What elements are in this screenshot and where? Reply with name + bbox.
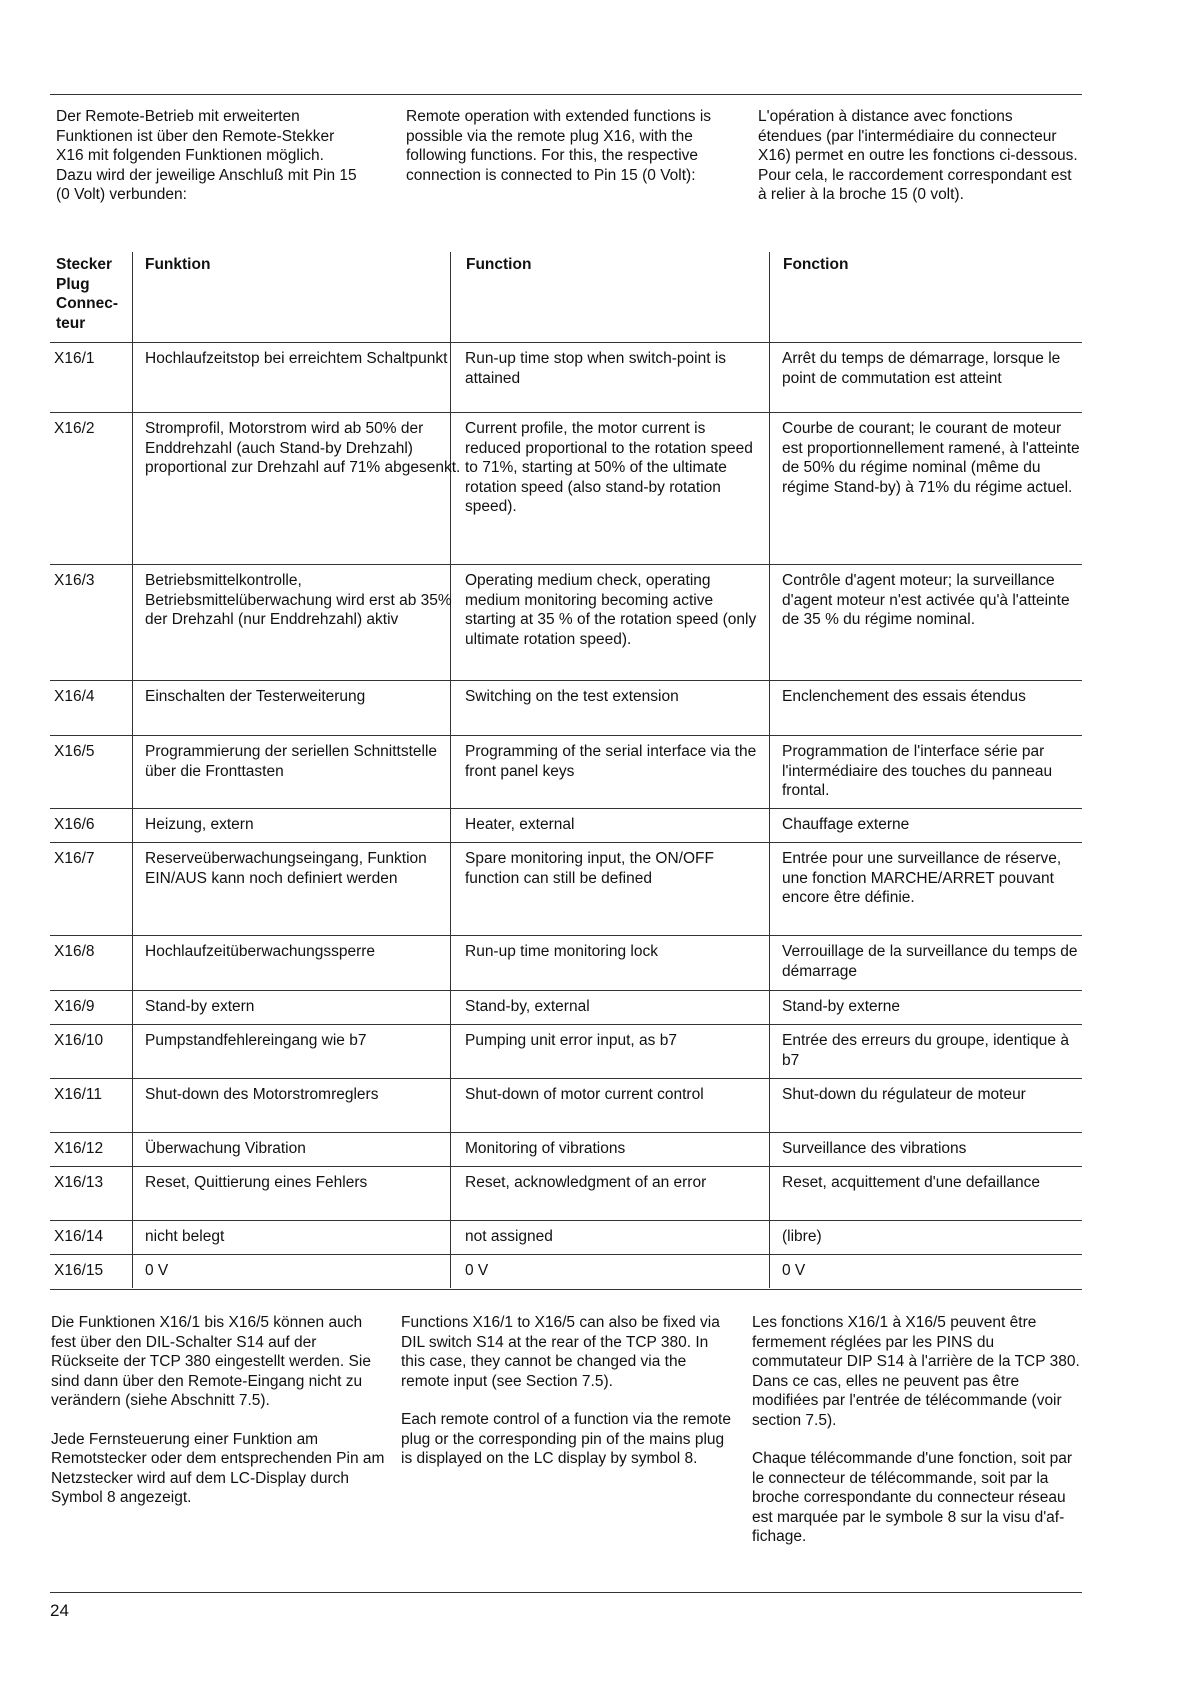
- table-row: [50, 1078, 1082, 1133]
- french-cell: Verrouillage de la surveillance du temps de démarrage: [782, 943, 1078, 980]
- plug-cell: X16/15: [54, 1262, 104, 1279]
- english-cell: Heater, external: [465, 816, 575, 833]
- german-cell: Überwachung Vibration: [145, 1140, 306, 1157]
- notes-french-paragraph: Chaque télécommande d'une fonction, soit par le connecteur de télécommande, soit par la broche correspondante du connecteur réseau est marquée par le symbole 8 sur la visu d'affichage.: [752, 1450, 1073, 1545]
- header-plug: Stecker Plug Connecteur: [56, 256, 119, 332]
- english-cell: Stand-by, external: [465, 998, 590, 1015]
- french-cell: Entrée pour une surveillance de réserve, une fonction MARCHE/ARRET pouvant encore être définie.: [782, 850, 1062, 906]
- notes-french: [752, 1313, 1084, 1566]
- english-cell: Shut-down of motor current control: [465, 1086, 704, 1103]
- german-cell: Reserveüberwachungseingang, Funktion EIN/AUS kann noch definiert werden: [145, 850, 427, 887]
- english-cell: Programming of the serial interface via the front panel keys: [465, 743, 757, 780]
- french-cell: Enclenchement des essais étendus: [782, 688, 1026, 705]
- notes-german-paragraph: Jede Fernsteuerung einer Funktion am Remotstecker oder dem entsprechenden Pin am Netzstecker wird auf dem LC-Display durch Symbol 8 angezeigt.: [51, 1430, 385, 1506]
- notes-english: [401, 1313, 736, 1488]
- plug-cell: X16/1: [54, 350, 95, 367]
- english-cell: Monitoring of vibrations: [465, 1140, 626, 1157]
- english-cell: Reset, acknowledgment of an error: [465, 1174, 707, 1191]
- english-cell: Run-up time stop when switch-point is attained: [465, 350, 727, 387]
- table-row: [50, 1132, 1082, 1167]
- table-row: [50, 1220, 1082, 1255]
- french-cell: Entrée des erreurs du groupe, identique à b7: [782, 1032, 1069, 1069]
- plug-cell: X16/5: [54, 743, 95, 760]
- english-cell: Operating medium check, operating medium monitoring becoming active starting at 35 % of the rotation speed (only ultimate rotation speed).: [465, 572, 757, 648]
- table-row: [50, 1166, 1082, 1221]
- english-cell: Run-up time monitoring lock: [465, 943, 658, 960]
- table-row: [50, 412, 1082, 565]
- intro-english: [406, 107, 726, 185]
- table-row: [50, 735, 1082, 809]
- german-cell: Programmierung der seriellen Schnittstelle über die Fronttasten: [145, 743, 438, 780]
- french-cell: Shut-down du régulateur de moteur: [782, 1086, 1026, 1103]
- english-cell: 0 V: [465, 1262, 489, 1279]
- french-cell: (libre): [782, 1228, 822, 1245]
- german-cell: Reset, Quittierung eines Fehlers: [145, 1174, 368, 1191]
- table-row: [50, 1024, 1082, 1079]
- notes-french-paragraph: Les fonctions X16/1 à X16/5 peuvent être fermement réglées par les PINS du commutateur DIP S14 à l'arrière de la TCP 380. Dans ce cas, elles ne peuvent pas être modifiées par l'entrée de télécommande (voir section 7.5).: [752, 1314, 1080, 1429]
- footer-rule: [50, 1592, 1082, 1593]
- plug-cell: X16/7: [54, 850, 95, 867]
- intro-german: [56, 107, 361, 205]
- intro-german-text: Der Remote-Betrieb mit erweiterten Funktionen ist über den Remote-Stekker X16 mit folgenden Funktionen möglich. Dazu wird der jeweilige Anschluß mit Pin 15 (0 Volt) verbunden:: [56, 108, 357, 203]
- table-row: [50, 1254, 1082, 1290]
- german-cell: Pumpstandfehlereingang wie b7: [145, 1032, 367, 1049]
- german-cell: Hochlaufzeitstop bei erreichtem Schaltpunkt: [145, 350, 448, 367]
- notes-german-paragraph: Die Funktionen X16/1 bis X16/5 können auch fest über den DIL-Schalter S14 auf der Rückseite der TCP 380 eingestellt werden. Sie sind dann über den Remote-Eingang nicht zu verändern (siehe Abschnitt 7.5).: [51, 1314, 371, 1409]
- german-cell: nicht belegt: [145, 1228, 225, 1245]
- german-cell: Stromprofil, Motorstrom wird ab 50% der Enddrehzahl (auch Stand-by Drehzahl) proportional zur Drehzahl auf 71% abgesenkt.: [145, 420, 461, 476]
- french-cell: 0 V: [782, 1262, 806, 1279]
- table-row: [50, 842, 1082, 936]
- french-cell: Arrêt du temps de démarrage, lorsque le point de commutation est atteint: [782, 350, 1061, 387]
- table-row: [50, 680, 1082, 736]
- french-cell: Chauffage externe: [782, 816, 910, 833]
- header-funktion: Funktion: [145, 256, 211, 273]
- plug-cell: X16/14: [54, 1228, 104, 1245]
- english-cell: Pumping unit error input, as b7: [465, 1032, 677, 1049]
- plug-cell: X16/6: [54, 816, 95, 833]
- plug-cell: X16/11: [54, 1086, 102, 1103]
- french-cell: Contrôle d'agent moteur; la surveillance d'agent moteur n'est activée qu'à l'atteinte de 35 % du régime nominal.: [782, 572, 1070, 628]
- notes-english-paragraph: Functions X16/1 to X16/5 can also be fixed via DIL switch S14 at the rear of the TCP 380. In this case, they cannot be changed via the remote input (see Section 7.5).: [401, 1314, 720, 1390]
- plug-cell: X16/9: [54, 998, 95, 1015]
- header-function: Function: [466, 256, 532, 273]
- french-cell: Programmation de l'interface série par l'intermédiaire des touches du panneau frontal.: [782, 743, 1053, 799]
- english-cell: Spare monitoring input, the ON/OFF function can still be defined: [465, 850, 714, 887]
- german-cell: 0 V: [145, 1262, 169, 1279]
- french-cell: Surveillance des vibrations: [782, 1140, 967, 1157]
- english-cell: not assigned: [465, 1228, 553, 1245]
- table-row: [50, 808, 1082, 843]
- german-cell: Stand-by extern: [145, 998, 255, 1015]
- french-cell: Courbe de courant; le courant de moteur est proportionnellement ramené, à l'atteinte de 50% du régime nominal (même du régime Stand-by) à 71% du régime actuel.: [782, 420, 1080, 496]
- notes-german: [51, 1313, 386, 1527]
- german-cell: Betriebsmittelkontrolle, Betriebsmittelüberwachung wird erst ab 35% der Drehzahl (nur Enddrehzahl) aktiv: [145, 572, 452, 628]
- french-cell: Reset, acquittement d'une defaillance: [782, 1174, 1041, 1191]
- page-number: 24: [50, 1601, 69, 1620]
- plug-cell: X16/10: [54, 1032, 104, 1049]
- intro-french-text: L'opération à distance avec fonctions étendues (par l'intermédiaire du connecteur X16) permet en outre les fonctions ci-dessous. Pour cela, le raccordement correspondant est à relier à la broche 15 (0 volt).: [758, 108, 1078, 203]
- english-cell: Switching on the test extension: [465, 688, 679, 705]
- german-cell: Einschalten der Testerweiterung: [145, 688, 366, 705]
- plug-cell: X16/12: [54, 1140, 104, 1157]
- french-cell: Stand-by externe: [782, 998, 901, 1015]
- table-row: [50, 935, 1082, 991]
- german-cell: Heizung, extern: [145, 816, 254, 833]
- plug-cell: X16/2: [54, 420, 95, 437]
- plug-cell: X16/4: [54, 688, 95, 705]
- english-cell: Current profile, the motor current is reduced proportional to the rotation speed to 71%, starting at 50% of the ultimate rotation speed (also stand-by rotation speed).: [465, 420, 753, 515]
- table-row: [50, 342, 1082, 413]
- intro-english-text: Remote operation with extended functions is possible via the remote plug X16, with the following functions. For this, the respective connection is connected to Pin 15 (0 Volt):: [406, 108, 712, 184]
- header-fonction: Fonction: [783, 256, 849, 273]
- table-row: [50, 990, 1082, 1025]
- plug-cell: X16/13: [54, 1174, 104, 1191]
- plug-cell: X16/3: [54, 572, 95, 589]
- table-row: [50, 564, 1082, 681]
- german-cell: Hochlaufzeitüberwachungssperre: [145, 943, 376, 960]
- german-cell: Shut-down des Motorstromreglers: [145, 1086, 379, 1103]
- notes-english-paragraph: Each remote control of a function via the remote plug or the corresponding pin of the mains plug is displayed on the LC display by symbol 8.: [401, 1411, 731, 1467]
- top-rule: [50, 94, 1082, 95]
- plug-cell: X16/8: [54, 943, 95, 960]
- intro-french: [758, 107, 1078, 205]
